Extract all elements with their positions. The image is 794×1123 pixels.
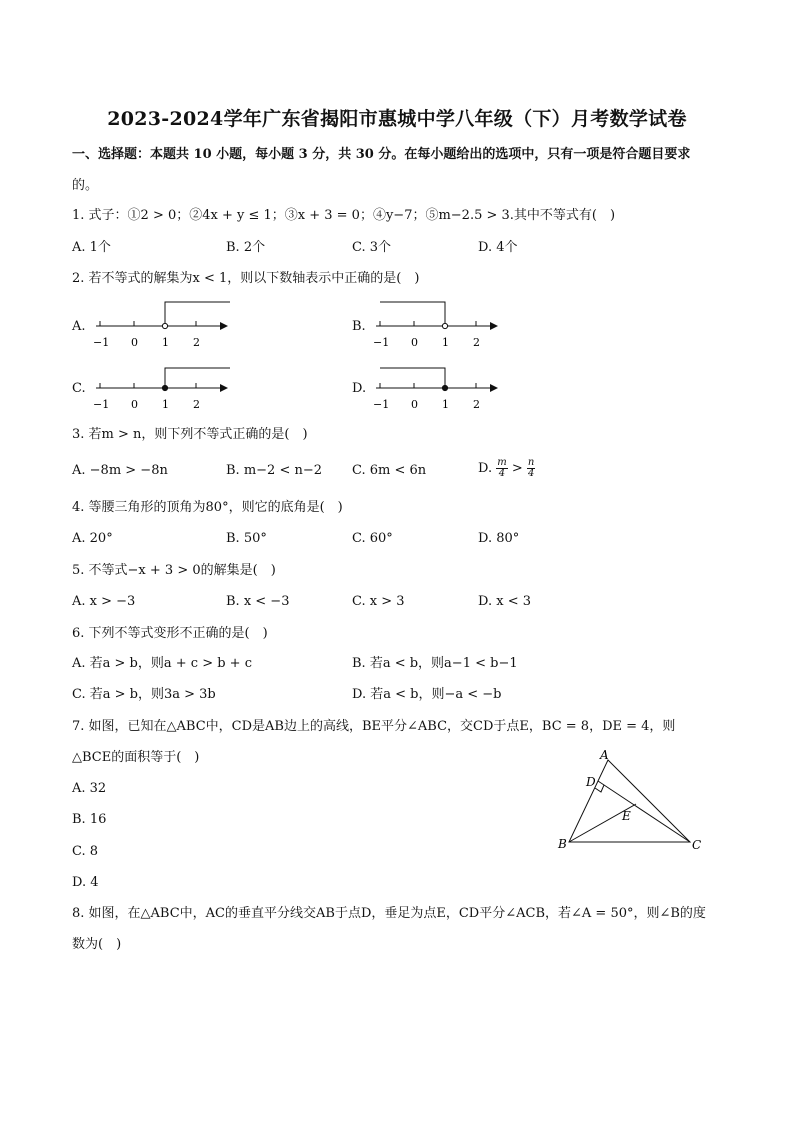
svg-text:−1: −1 <box>93 336 110 349</box>
q3-option-c: C. 6m < 6n <box>352 463 427 478</box>
q2-number-line-c <box>88 360 238 416</box>
svg-text:2: 2 <box>473 336 480 349</box>
q1-option-c: C. 3个 <box>352 240 392 255</box>
q3-option-d-operator: > <box>511 461 523 476</box>
q4-option-a: A. 20° <box>72 531 113 546</box>
svg-text:1: 1 <box>162 336 169 349</box>
svg-text:−1: −1 <box>93 398 110 411</box>
q4-option-d: D. 80° <box>478 531 520 546</box>
svg-text:0: 0 <box>131 336 138 349</box>
svg-text:−1: −1 <box>373 398 390 411</box>
svg-text:1: 1 <box>162 398 169 411</box>
svg-text:E: E <box>622 809 631 823</box>
q2-number-line-d <box>368 360 518 416</box>
q7-option-b: B. 16 <box>72 812 107 827</box>
q2-option-d-letter: D. <box>352 381 367 396</box>
section-heading-line2: 的。 <box>72 178 99 193</box>
q7-option-c: C. 8 <box>72 844 99 859</box>
section-heading-line1: 一、选择题：本题共 10 小题，每小题 3 分，共 30 分。在每小题给出的选项中，只有一项是符合题目要求 <box>72 147 691 162</box>
q3-option-a: A. −8m > −8n <box>72 463 168 478</box>
q6-option-d: D. 若a < b，则−a < −b <box>352 687 502 702</box>
q5-stem: 5. 不等式−x + 3 > 0的解集是( ) <box>72 563 276 578</box>
q2-number-line-a <box>88 298 238 354</box>
svg-text:D: D <box>586 775 596 789</box>
q5-option-d: D. x < 3 <box>478 594 531 609</box>
q4-stem: 4. 等腰三角形的顶角为80°，则它的底角是( ) <box>72 500 343 515</box>
q3-option-d <box>478 458 535 479</box>
q3-option-b: B. m−2 < n−2 <box>226 463 323 478</box>
q3-option-d-letter: D. <box>478 461 493 476</box>
q7-triangle-figure <box>552 748 712 858</box>
q2-stem: 2. 若不等式的解集为x < 1，则以下数轴表示中正确的是( ) <box>72 271 420 286</box>
q1-option-a: A. 1个 <box>72 240 111 255</box>
q1-option-d: D. 4个 <box>478 240 518 255</box>
svg-text:B: B <box>558 837 567 851</box>
q2-option-b-letter: B. <box>352 319 366 334</box>
q7-option-d: D. 4 <box>72 875 99 890</box>
q6-option-a: A. 若a > b，则a + c > b + c <box>72 656 252 671</box>
svg-text:1: 1 <box>442 336 449 349</box>
svg-text:2: 2 <box>193 398 200 411</box>
q5-option-a: A. x > −3 <box>72 594 136 609</box>
q5-option-c: C. x > 3 <box>352 594 405 609</box>
q1-option-b: B. 2个 <box>226 240 266 255</box>
q3-option-d-fraction-right: $\frac{n}{4}$ <box>527 457 535 479</box>
q6-stem: 6. 下列不等式变形不正确的是( ) <box>72 626 268 641</box>
q3-stem: 3. 若m > n，则下列不等式正确的是( ) <box>72 427 308 442</box>
q8-stem-line1: 8. 如图，在△ABC中，AC的垂直平分线交AB于点D，垂足为点E，CD平分∠ACB，若∠A = 50°，则∠B的度 <box>72 906 706 921</box>
q7-option-a: A. 32 <box>72 781 107 796</box>
q2-option-c-letter: C. <box>72 381 86 396</box>
page-title: 2023-2024学年广东省揭阳市惠城中学八年级（下）月考数学试卷 <box>107 108 687 130</box>
svg-text:2: 2 <box>473 398 480 411</box>
q5-option-b: B. x < −3 <box>226 594 290 609</box>
q6-option-b: B. 若a < b，则a−1 < b−1 <box>352 656 518 671</box>
svg-text:0: 0 <box>131 398 138 411</box>
q4-option-c: C. 60° <box>352 531 393 546</box>
q7-stem-line2: △BCE的面积等于( ) <box>72 750 200 765</box>
q8-stem-line2: 数为( ) <box>72 937 122 952</box>
svg-text:A: A <box>600 748 609 762</box>
svg-text:0: 0 <box>411 336 418 349</box>
q6-option-c: C. 若a > b，则3a > 3b <box>72 687 216 702</box>
q2-option-a-letter: A. <box>72 319 86 334</box>
q1-stem: 1. 式子：①2 > 0；②4x + y ≤ 1；③x + 3 = 0；④y−7；⑤m−2.5 > 3.其中不等式有( ) <box>72 208 616 223</box>
svg-text:−1: −1 <box>373 336 390 349</box>
q3-option-d-fraction-left: $\frac{m}{4}$ <box>497 457 507 479</box>
svg-text:1: 1 <box>442 398 449 411</box>
q2-number-line-b <box>368 298 518 354</box>
svg-text:C: C <box>692 838 702 852</box>
svg-text:0: 0 <box>411 398 418 411</box>
q7-stem-line1: 7. 如图，已知在△ABC中，CD是AB边上的高线，BE平分∠ABC，交CD于点E，BC = 8，DE = 4，则 <box>72 719 676 734</box>
q4-option-b: B. 50° <box>226 531 267 546</box>
svg-text:2: 2 <box>193 336 200 349</box>
